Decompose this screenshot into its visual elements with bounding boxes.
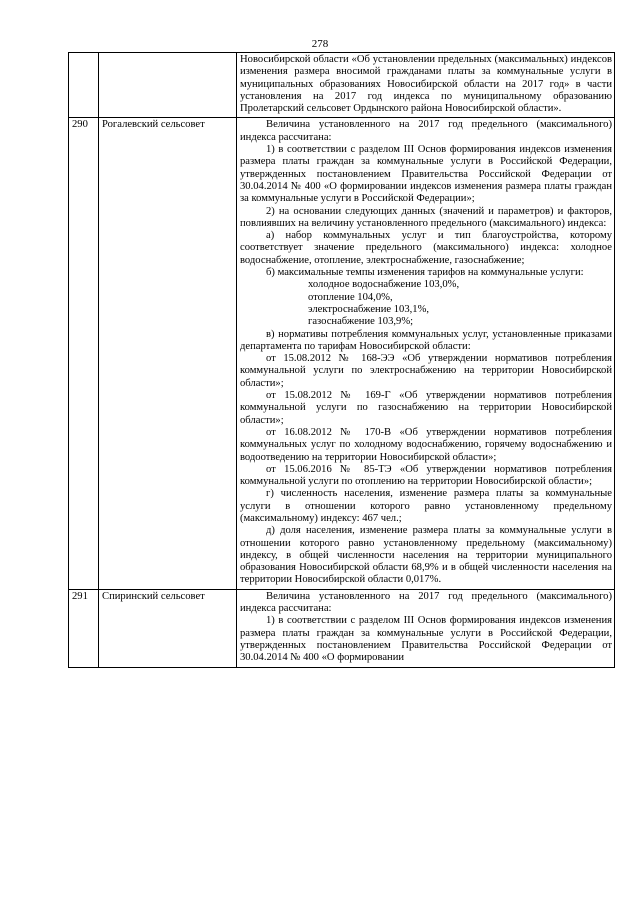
row-number (69, 53, 99, 118)
paragraph: а) набор коммунальных услуг и тип благоустройства, которому соответствует значение предельного (максимального) индекса: холодное водоснабжение, отопление, электроснабжение, газоснабжение; (240, 230, 612, 266)
page-number: 278 (311, 38, 329, 50)
order-item: от 15.08.2012 № 169-Г «Об утверждении нормативов потребления коммунальной услуги по газоснабжению на территории Новосибирской области»; (240, 390, 612, 426)
paragraph: б) максимальные темпы изменения тарифов на коммунальные услуги: (266, 267, 584, 279)
municipality-name (99, 53, 237, 118)
paragraph: 2) на основании следующих данных (значений и параметров) и факторов, повлиявших на величину установленного предельного (максимального) индекса: (240, 205, 612, 229)
intro-paragraph: Величина установленного на 2017 год предельного (максимального) индекса рассчитана: (240, 590, 612, 615)
description-cell (237, 118, 615, 589)
tariff-item: холодное водоснабжение 103,0%, (308, 279, 460, 291)
tariff-item: отопление 104,0%, (308, 291, 393, 303)
paragraph: г) численность населения, изменение размера платы за коммунальные услуги в отношении которого равно установленному предельному (максимальному) индексу: 467 чел.; (240, 488, 612, 524)
description-cell (237, 53, 615, 118)
table-row (69, 118, 615, 589)
tariff-item: газоснабжение 103,9%; (308, 316, 414, 328)
row-number: 291 (69, 589, 99, 667)
indices-table (68, 52, 615, 668)
table-row (69, 589, 615, 667)
municipality-name: Рогалевский сельсовет (99, 118, 237, 589)
paragraph: 1) в соответствии с разделом III Основ формирования индексов изменения размера платы граждан за коммунальные услуги в Российской Федерации, утвержденных постановлением Правительства Российской Федерации от 30.04.2014 № 400 «О формировании индексов изменения размера платы граждан за коммунальные услуги в Российской Федерации»; (240, 144, 612, 205)
paragraph: в) нормативы потребления коммунальных услуг, установленные приказами департамента по тарифам Новосибирской области: (240, 328, 612, 352)
paragraph: д) доля населения, изменение размера платы за коммунальные услуги в отношении которого равно установленному предельному (максимальному) индексу, в общей численности населения на территории муниципального образования Новосибирской области 68,9% и в общей численности населения на территории Новосибирской области 0,017%. (240, 525, 612, 586)
municipality-name: Спиринский сельсовет (99, 589, 237, 667)
table-row (69, 53, 615, 118)
intro-paragraph: Величина установленного на 2017 год предельного (максимального) индекса рассчитана: (240, 119, 612, 143)
row-number: 290 (69, 118, 99, 589)
tariff-item: электроснабжение 103,1%, (308, 303, 430, 315)
description-cell (237, 589, 615, 667)
order-item: от 15.06.2016 № 85-ТЭ «Об утверждении нормативов потребления коммунальной услуги по отоплению на территории Новосибирской области»; (240, 463, 612, 488)
order-item: от 16.08.2012 № 170-В «Об утверждении нормативов потребления коммунальных услуг по холодному водоснабжению, горячему водоснабжению и водоотведению на территории Новосибирской области»; (240, 426, 612, 463)
paragraph: Новосибирской области «Об установлении предельных (максимальных) индексов изменения размера вносимой гражданами платы за коммунальные услуги в муниципальных образованиях Новосибирской области на 2017 год» в части установления на 2017 год индекса по муниципальному образованию Пролетарский сельсовет Ордынского района Новосибирской области». (240, 54, 612, 115)
order-item: от 15.08.2012 № 168-ЭЭ «Об утверждении нормативов потребления коммунальной услуги по электроснабжению на территории Новосибирской области»; (240, 353, 612, 389)
paragraph: 1) в соответствии с разделом III Основ формирования индексов изменения размера платы граждан за коммунальные услуги в Российской Федерации, утвержденных постановлением Правительства Российской Федерации от 30.04.2014 № 400 «О формировании (240, 615, 612, 664)
